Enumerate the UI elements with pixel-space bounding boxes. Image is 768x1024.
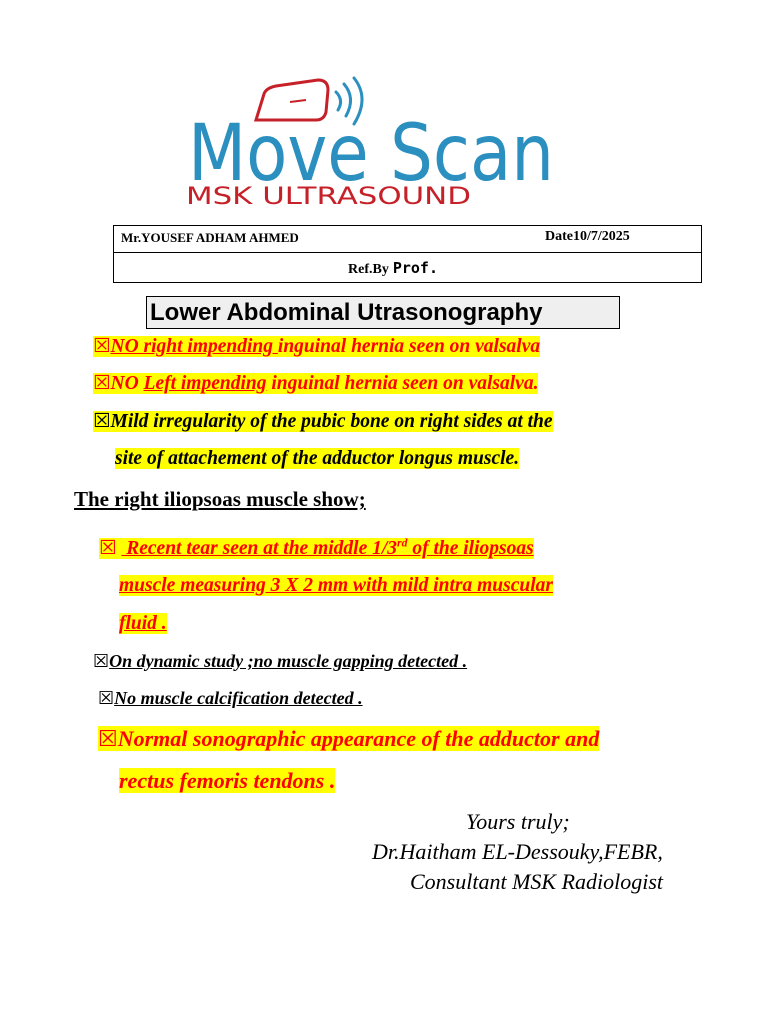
logo-subtitle: MSK ULTRASOUND [186,182,471,210]
finding-calcification [98,689,363,708]
checkbox-icon: ☒ [93,334,111,357]
finding-tear-cont [119,576,553,596]
finding-dynamic [93,652,467,671]
finding-tendons-cont [119,770,335,792]
finding-pubic-bone [93,411,553,432]
signature-role: Consultant MSK Radiologist [410,869,664,894]
signature-closing: Yours truly; [466,809,570,834]
finding-text: Mild irregularity of the pubic bone on right sides at the [110,411,553,432]
checkbox-icon: ☒ [93,409,111,432]
checkbox-icon: ☒ [93,371,111,394]
exam-date: Date10/7/2025 [545,229,630,244]
finding-text: fluid . [119,613,167,634]
patient-info-table [113,225,702,283]
referral-label: Ref.By [348,262,389,277]
finding-text: inguinal hernia seen on valsalva. [266,373,539,394]
finding-text: site of attachement of the adductor longus muscle. [115,448,520,469]
patient-row [114,226,701,253]
report-title: Lower Abdominal Utrasonography [146,296,620,329]
patient-name: Mr.YOUSEF ADHAM AHMED [121,230,299,245]
finding-text: Left impending [143,373,267,394]
finding-left-hernia [93,373,538,394]
referral [348,259,438,278]
finding-text: muscle measuring 3 X 2 mm with mild intra muscular [119,575,553,596]
finding-text: inguinal hernia seen on valsalva [277,336,541,357]
checkbox-icon: ☒ [99,536,117,559]
referral-value: Prof. [392,259,438,277]
finding-text: NO [110,373,144,394]
finding-text: No muscle calcification detected . [114,688,363,708]
finding-text: Recent tear seen at the middle 1/3rd of the iliopsoas [121,536,534,559]
checkbox-icon: ☒ [93,651,110,672]
referral-row [114,253,701,283]
finding-tendons [98,728,599,751]
checkbox-icon: ☒ [98,727,118,752]
finding-text: On dynamic study ;no muscle gapping detected . [109,651,468,671]
section-heading: The right iliopsoas muscle show; [74,487,366,511]
checkbox-icon: ☒ [98,688,115,709]
finding-text: rectus femoris tendons . [119,768,336,793]
finding-text: Normal sonographic appearance of the adductor and [117,726,600,751]
finding-right-hernia [93,336,540,357]
finding-pubic-bone-cont [115,449,519,469]
logo-title: Move Scan [188,109,554,199]
finding-tear-cont2 [119,614,167,634]
clinic-logo [186,72,566,212]
finding-tear [99,538,534,559]
signature-name: Dr.Haitham EL-Dessouky,FEBR, [372,839,663,864]
finding-text: NO right impending [110,336,278,357]
